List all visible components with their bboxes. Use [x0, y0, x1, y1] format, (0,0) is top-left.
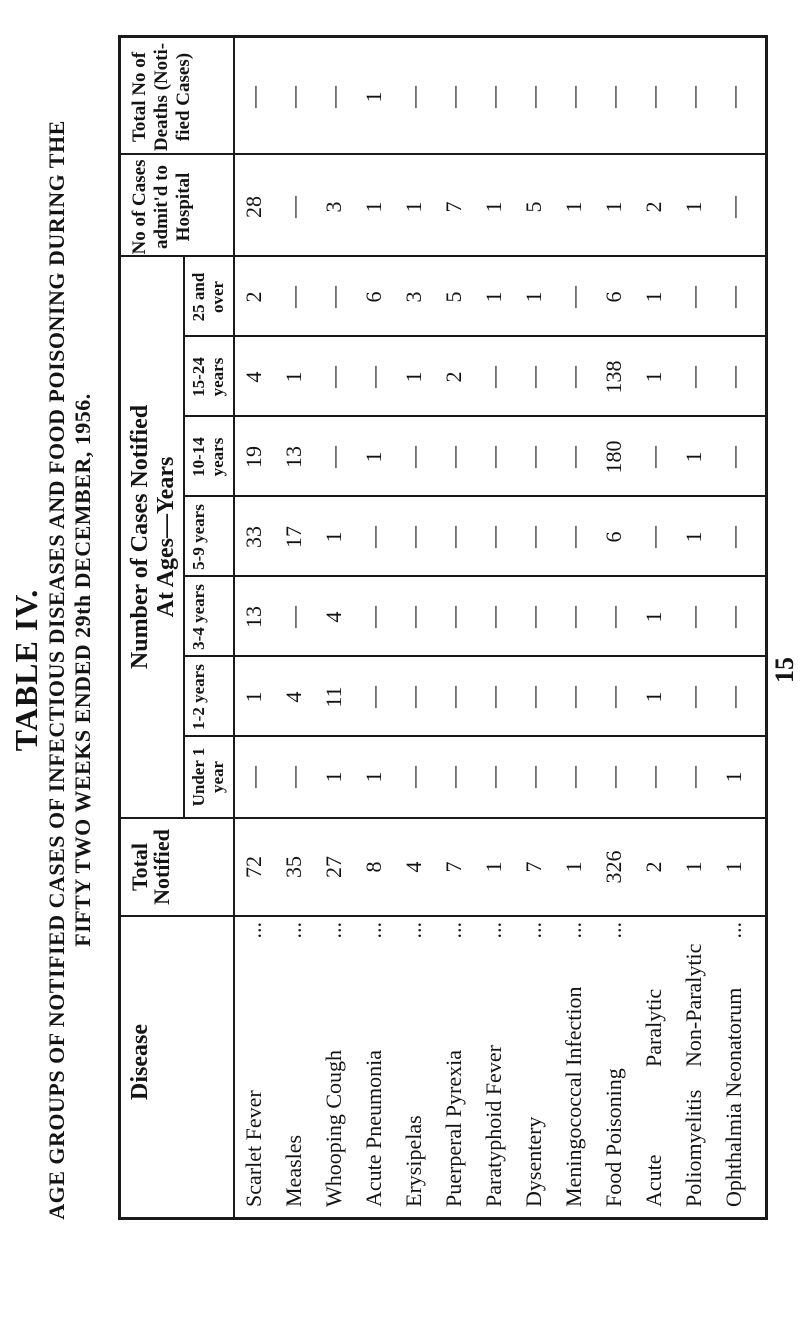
hospital-admissions-value: 7	[441, 201, 466, 213]
total-notified-value: 4	[401, 861, 426, 873]
age-count-value: 1	[281, 371, 306, 383]
age-count-value: 11	[321, 686, 346, 708]
age-count-value: 4	[241, 371, 266, 383]
age-count-value: —	[721, 526, 746, 548]
deaths-value: —	[321, 86, 346, 108]
header-age-group: 25 and over	[189, 272, 227, 322]
leader-dots: ...	[481, 922, 506, 939]
title-line-1: AGE GROUPS OF NOTIFIED CASES OF INFECTIOUS DISEASES AND FOOD POISONING DURING THE	[44, 120, 69, 1220]
divider	[185, 655, 765, 657]
hospital-admissions-value: 1	[361, 201, 386, 213]
leader-dots: ...	[361, 922, 386, 939]
age-count-value: 6	[601, 531, 626, 543]
age-count-value: —	[721, 686, 746, 708]
polio-paralytic-label: Paralytic	[641, 988, 666, 1067]
age-count-value: —	[281, 766, 306, 788]
age-count-value: 2	[241, 291, 266, 303]
age-count-value: —	[361, 606, 386, 628]
hospital-admissions-value: 1	[561, 201, 586, 213]
hospital-admissions-value: 2	[641, 201, 666, 213]
disease-name: Paratyphoid Fever	[481, 1045, 506, 1207]
header-at-ages: At Ages—Years	[153, 456, 179, 618]
age-count-value: —	[361, 686, 386, 708]
age-count-value: —	[481, 686, 506, 708]
age-count-value: 4	[281, 691, 306, 703]
disease-name: Meningococcal Infection	[561, 986, 586, 1207]
age-count-value: —	[241, 766, 266, 788]
age-count-value: —	[521, 686, 546, 708]
age-count-value: —	[401, 606, 426, 628]
age-count-value: —	[481, 526, 506, 548]
header-total-notified: Total Notified	[127, 829, 174, 905]
disease-name: Poliomyelitis	[681, 1089, 706, 1207]
divider	[183, 257, 185, 817]
age-count-value: —	[321, 366, 346, 388]
hospital-admissions-value: 1	[401, 201, 426, 213]
divider	[121, 153, 765, 155]
leader-dots: ...	[561, 922, 586, 939]
age-count-value: —	[481, 606, 506, 628]
age-count-value: —	[561, 446, 586, 468]
disease-name: Scarlet Fever	[241, 1090, 266, 1207]
age-count-value: —	[401, 686, 426, 708]
age-count-value: —	[681, 366, 706, 388]
hospital-admissions-value: 1	[601, 201, 626, 213]
age-count-value: —	[321, 286, 346, 308]
age-count-value: —	[441, 606, 466, 628]
age-count-value: 1	[481, 291, 506, 303]
age-count-value: 1	[641, 611, 666, 623]
age-count-value: 1	[681, 451, 706, 463]
age-count-value: —	[481, 366, 506, 388]
age-count-value: —	[361, 526, 386, 548]
divider	[121, 255, 765, 257]
header-disease: Disease	[127, 1024, 153, 1100]
header-admitted: No of Cases admit'd to Hospital	[129, 159, 194, 255]
disease-name: Acute	[641, 1154, 666, 1207]
hospital-admissions-value: 1	[481, 201, 506, 213]
age-count-value: —	[401, 766, 426, 788]
age-count-value: 1	[641, 371, 666, 383]
disease-name: Measles	[281, 1134, 306, 1207]
hospital-admissions-value: 3	[321, 201, 346, 213]
age-count-value: —	[721, 286, 746, 308]
header-age-group: 15-24 years	[189, 357, 227, 397]
age-count-value: —	[721, 606, 746, 628]
age-count-value: 6	[361, 291, 386, 303]
age-count-value: —	[281, 286, 306, 308]
deaths-value: —	[521, 86, 546, 108]
age-count-value: —	[361, 366, 386, 388]
leader-dots: ...	[401, 922, 426, 939]
age-count-value: —	[401, 526, 426, 548]
age-count-value: —	[441, 686, 466, 708]
deaths-value: —	[681, 86, 706, 108]
leader-dots: ...	[241, 922, 266, 939]
age-count-value: 5	[441, 291, 466, 303]
age-count-value: 1	[321, 531, 346, 543]
age-count-value: 6	[601, 291, 626, 303]
age-count-value: 13	[281, 446, 306, 468]
header-number-of-cases: Number of Cases Notified	[127, 404, 153, 670]
divider	[185, 335, 765, 337]
age-groups-table	[118, 35, 768, 1220]
divider	[121, 915, 765, 917]
age-count-value: —	[601, 686, 626, 708]
leader-dots: ...	[281, 922, 306, 939]
divider	[185, 735, 765, 737]
age-count-value: 1	[521, 291, 546, 303]
age-count-value: 4	[321, 611, 346, 623]
total-notified-value: 7	[521, 861, 546, 873]
leader-dots: ...	[721, 922, 746, 939]
deaths-value: —	[441, 86, 466, 108]
age-count-value: —	[681, 286, 706, 308]
total-notified-value: 1	[481, 861, 506, 873]
age-count-value: 1	[641, 691, 666, 703]
total-notified-value: 35	[281, 856, 306, 878]
hospital-admissions-value: 5	[521, 201, 546, 213]
age-count-value: —	[441, 526, 466, 548]
age-count-value: —	[561, 286, 586, 308]
age-count-value: 180	[601, 440, 626, 474]
hospital-admissions-value: —	[721, 196, 746, 218]
leader-dots: ...	[321, 922, 346, 939]
hospital-admissions-value: —	[281, 196, 306, 218]
disease-name: Acute Pneumonia	[361, 1049, 386, 1207]
age-count-value: —	[641, 446, 666, 468]
divider	[185, 495, 765, 497]
deaths-value: —	[401, 86, 426, 108]
divider	[185, 415, 765, 417]
age-count-value: 17	[281, 526, 306, 548]
header-age-group: 10-14 years	[189, 437, 227, 477]
title-line-2: FIFTY TWO WEEKS ENDED 29th DECEMBER, 1956.	[70, 393, 95, 947]
total-notified-value: 326	[601, 850, 626, 884]
deaths-value: —	[281, 86, 306, 108]
age-count-value: 1	[361, 451, 386, 463]
polio-non-paralytic-label: Non-Paralytic	[681, 943, 706, 1067]
age-count-value: 1	[241, 691, 266, 703]
age-count-value: —	[601, 766, 626, 788]
age-count-value: —	[721, 446, 746, 468]
header-age-group: 1-2 years	[189, 664, 208, 730]
leader-dots: ...	[521, 922, 546, 939]
deaths-value: 1	[361, 91, 386, 103]
title-block	[0, 0, 110, 1340]
hospital-admissions-value: 1	[681, 201, 706, 213]
age-count-value: —	[721, 366, 746, 388]
age-count-value: 33	[241, 526, 266, 548]
leader-dots: ...	[441, 922, 466, 939]
age-count-value: —	[521, 766, 546, 788]
age-count-value: 1	[641, 291, 666, 303]
age-count-value: 1	[361, 771, 386, 783]
header-age-group: 3-4 years	[189, 584, 208, 650]
deaths-value: —	[561, 86, 586, 108]
age-count-value: —	[521, 526, 546, 548]
divider	[233, 38, 235, 1217]
age-count-value: 1	[721, 771, 746, 783]
total-notified-value: 72	[241, 856, 266, 878]
age-count-value: 19	[241, 446, 266, 468]
age-count-value: —	[681, 606, 706, 628]
age-count-value: 2	[441, 371, 466, 383]
age-count-value: —	[521, 366, 546, 388]
age-count-value: —	[601, 606, 626, 628]
age-count-value: —	[561, 686, 586, 708]
header-age-group: 5-9 years	[189, 504, 208, 570]
age-count-value: 138	[601, 360, 626, 394]
age-count-value: 3	[401, 291, 426, 303]
age-count-value: 13	[241, 606, 266, 628]
deaths-value: —	[721, 86, 746, 108]
age-count-value: —	[441, 446, 466, 468]
total-notified-value: 27	[321, 856, 346, 878]
header-deaths: Total No of Deaths (Noti-fied Cases)	[129, 42, 194, 152]
deaths-value: —	[481, 86, 506, 108]
age-count-value: —	[641, 526, 666, 548]
total-notified-value: 2	[641, 861, 666, 873]
table-number: TABLE IV.	[8, 588, 44, 752]
disease-name: Erysipelas	[401, 1115, 426, 1207]
hospital-admissions-value: 28	[241, 196, 266, 218]
age-count-value: 1	[681, 531, 706, 543]
disease-name: Whooping Cough	[321, 1049, 346, 1207]
age-count-value: —	[281, 606, 306, 628]
deaths-value: —	[641, 86, 666, 108]
page-number: 15	[770, 657, 799, 683]
age-count-value: —	[561, 366, 586, 388]
disease-name: Ophthalmia Neonatorum	[721, 987, 746, 1207]
age-count-value: —	[681, 686, 706, 708]
age-count-value: 1	[321, 771, 346, 783]
age-count-value: —	[481, 766, 506, 788]
age-count-value: —	[401, 446, 426, 468]
header-age-group: Under 1 year	[189, 747, 227, 807]
total-notified-value: 7	[441, 861, 466, 873]
total-notified-value: 1	[681, 861, 706, 873]
age-count-value: —	[321, 446, 346, 468]
age-count-value: —	[521, 606, 546, 628]
total-notified-value: 1	[561, 861, 586, 873]
total-notified-value: 8	[361, 861, 386, 873]
disease-name: Food Poisoning	[601, 1068, 626, 1207]
age-count-value: —	[641, 766, 666, 788]
leader-dots: ...	[601, 922, 626, 939]
deaths-value: —	[601, 86, 626, 108]
total-notified-value: 1	[721, 861, 746, 873]
age-count-value: —	[561, 526, 586, 548]
age-count-value: —	[561, 606, 586, 628]
disease-name: Puerperal Pyrexia	[441, 1050, 466, 1207]
age-count-value: —	[481, 446, 506, 468]
deaths-value: —	[241, 86, 266, 108]
age-count-value: 1	[401, 371, 426, 383]
divider	[121, 817, 765, 819]
divider	[185, 575, 765, 577]
age-count-value: —	[441, 766, 466, 788]
disease-name: Dysentery	[521, 1116, 546, 1207]
age-count-value: —	[561, 766, 586, 788]
age-count-value: —	[521, 446, 546, 468]
age-count-value: —	[681, 766, 706, 788]
